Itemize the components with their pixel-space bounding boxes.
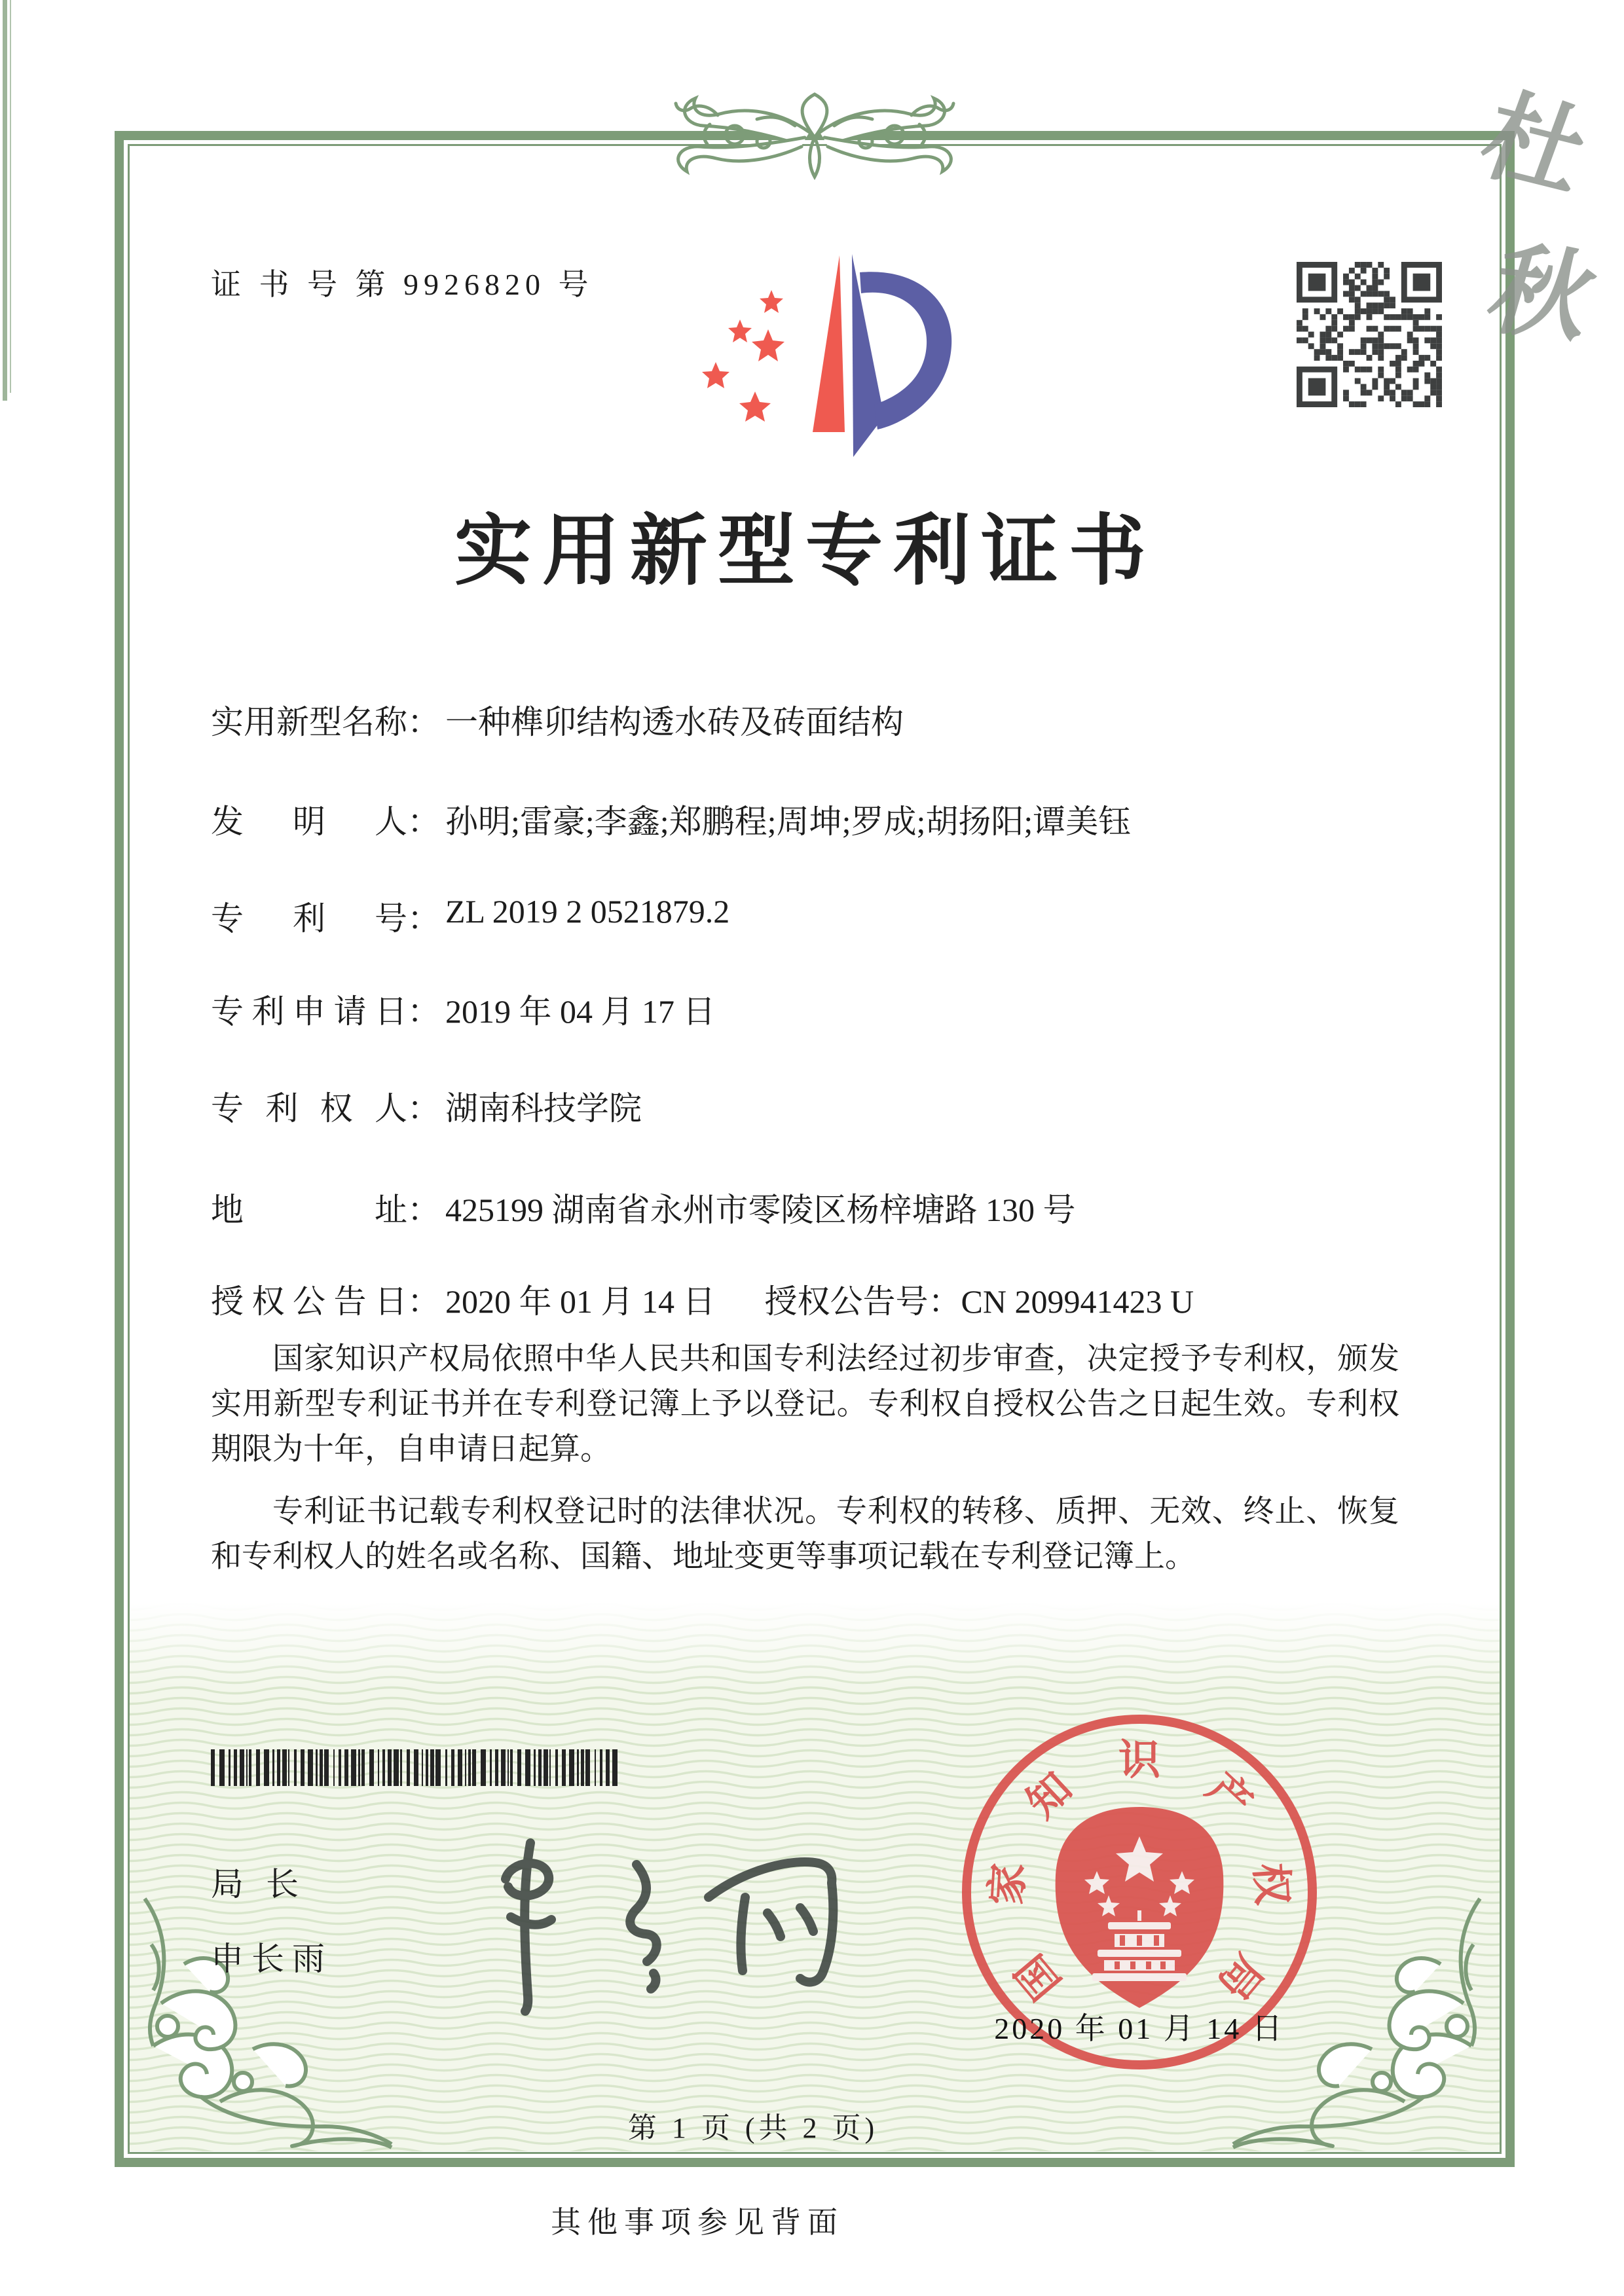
seal-character: 局 [1209, 1946, 1272, 2008]
top-border-dragon-ornament-icon [579, 86, 1050, 185]
page-number: 第 1 页 (共 2 页) [627, 2112, 879, 2144]
barcode-bar [351, 1749, 356, 1786]
barcode-bar [394, 1749, 399, 1786]
certificate-title: 实用新型专利证书 [454, 509, 1156, 594]
barcode-gap [618, 1749, 619, 1786]
field-value: 425199 湖南省永州市零陵区杨梓塘路 130 号 [445, 1192, 1076, 1228]
field-row [211, 795, 1131, 843]
commissioner-signature-icon [465, 1813, 884, 2016]
certificate-number: 证 书 号 第 9926820 号 [211, 268, 594, 301]
cnipa-logo-icon [684, 247, 953, 464]
seal-character: 产 [1198, 1764, 1261, 1827]
seal-character: 国 [1006, 1946, 1070, 2008]
barcode-icon [211, 1749, 625, 1786]
barcode-gap [329, 1749, 333, 1786]
seal-character: 家 [983, 1861, 1033, 1906]
field-value: 2020 年 01 月 14 日 [445, 1283, 716, 1320]
field-row [211, 1275, 1194, 1322]
field-colon: ： [407, 1283, 440, 1320]
barcode-gap [590, 1749, 595, 1786]
legal-paragraph: 专利证书记载专利权登记时的法律状况。专利权的转移、质押、无效、终止、恢复和专利权人的姓名或名称、国籍、地址变更等事项记载在专利登记簿上。 [211, 1495, 1399, 1574]
field-colon: ： [407, 900, 440, 937]
barcode-gap [365, 1749, 369, 1786]
field-colon: ： [407, 1192, 440, 1228]
handwritten-mark-2: 秋 [1476, 230, 1608, 356]
barcode-bar [324, 1749, 329, 1786]
barcode-bar [282, 1749, 287, 1786]
barcode-bar [369, 1749, 374, 1786]
barcode-bar [435, 1749, 441, 1786]
commissioner-title: 局长 [211, 1866, 321, 1903]
legal-paragraphs [211, 1337, 1399, 1580]
field-label-2: 授权公告号： [715, 1283, 961, 1320]
barcode-bar [525, 1749, 530, 1786]
bottom-left-corner-ornament-icon [122, 1886, 397, 2160]
field-label: 专 利 号 [211, 900, 407, 937]
field-value: ZL 2019 2 0521879.2 [445, 893, 730, 930]
barcode-bar [612, 1749, 618, 1786]
qr-code-icon [1297, 262, 1442, 407]
barcode-bar [569, 1749, 574, 1786]
barcode-gap [251, 1749, 256, 1786]
footer-note: 其他事项参见背面 [551, 2206, 844, 2239]
barcode-gap [289, 1749, 294, 1786]
barcode-bar [501, 1749, 506, 1786]
legal-paragraph: 国家知识产权局依照中华人民共和国专利法经过初步审查，决定授予专利权，颁发实用新型专利证书并在专利登记簿上予以登记。专利权自授权公告之日起生效。专利权期限为十年，自申请日起算。 [211, 1342, 1399, 1467]
scan-edge-artifact [3, 0, 7, 401]
seal-character: 知 [1018, 1764, 1081, 1827]
field-colon: ： [407, 1090, 440, 1127]
field-row [211, 1082, 642, 1129]
barcode-gap [441, 1749, 445, 1786]
seal-character: 识 [1118, 1737, 1160, 1783]
field-label: 发 明 人 [211, 803, 407, 840]
barcode-bar [458, 1749, 462, 1786]
scan-edge-artifact-thin [10, 0, 11, 393]
field-value: 湖南科技学院 [445, 1090, 642, 1127]
barcode-gap [402, 1749, 407, 1786]
barcode-gap [476, 1749, 481, 1786]
barcode-gap [513, 1749, 517, 1786]
field-row [211, 985, 716, 1032]
barcode-bar [414, 1749, 418, 1786]
seal-character: 权 [1246, 1861, 1296, 1906]
barcode-bar [544, 1749, 548, 1786]
barcode-bar [264, 1749, 269, 1786]
field-row [211, 696, 904, 743]
barcode-bar [240, 1749, 244, 1786]
field-colon: ： [407, 803, 440, 840]
field-value: 一种榫卯结构透水砖及砖面结构 [445, 704, 904, 740]
national-emblem [1056, 1807, 1224, 2008]
field-value-2: CN 209941423 U [961, 1283, 1194, 1320]
field-label: 授 权 公 告 日 [211, 1283, 407, 1320]
barcode-gap [551, 1749, 555, 1786]
seal-date: 2020 年 01 月 14 日 [994, 2012, 1285, 2045]
barcode-bar [481, 1749, 486, 1786]
field-label: 实 用 新 型 名 称 [211, 704, 407, 740]
field-row [211, 892, 729, 939]
field-colon: ： [407, 704, 440, 740]
field-colon: ： [407, 993, 440, 1030]
barcode-gap [215, 1749, 219, 1786]
field-row [211, 1184, 1076, 1231]
field-value: 2019 年 04 月 17 日 [445, 993, 716, 1030]
field-label: 地 址 [211, 1192, 407, 1228]
barcode-bar [308, 1749, 313, 1786]
field-label: 专 利 申 请 日 [211, 993, 407, 1030]
barcode-bar [219, 1749, 225, 1786]
commissioner-name: 申长雨 [211, 1941, 333, 1977]
field-label: 专 利 权 人 [211, 1090, 407, 1127]
barcode-bar [585, 1749, 590, 1786]
field-value: 孙明;雷豪;李鑫;郑鹏程;周坤;罗成;胡扬阳;谭美钰 [445, 803, 1132, 840]
handwritten-mark-1: 杜 [1466, 76, 1604, 211]
